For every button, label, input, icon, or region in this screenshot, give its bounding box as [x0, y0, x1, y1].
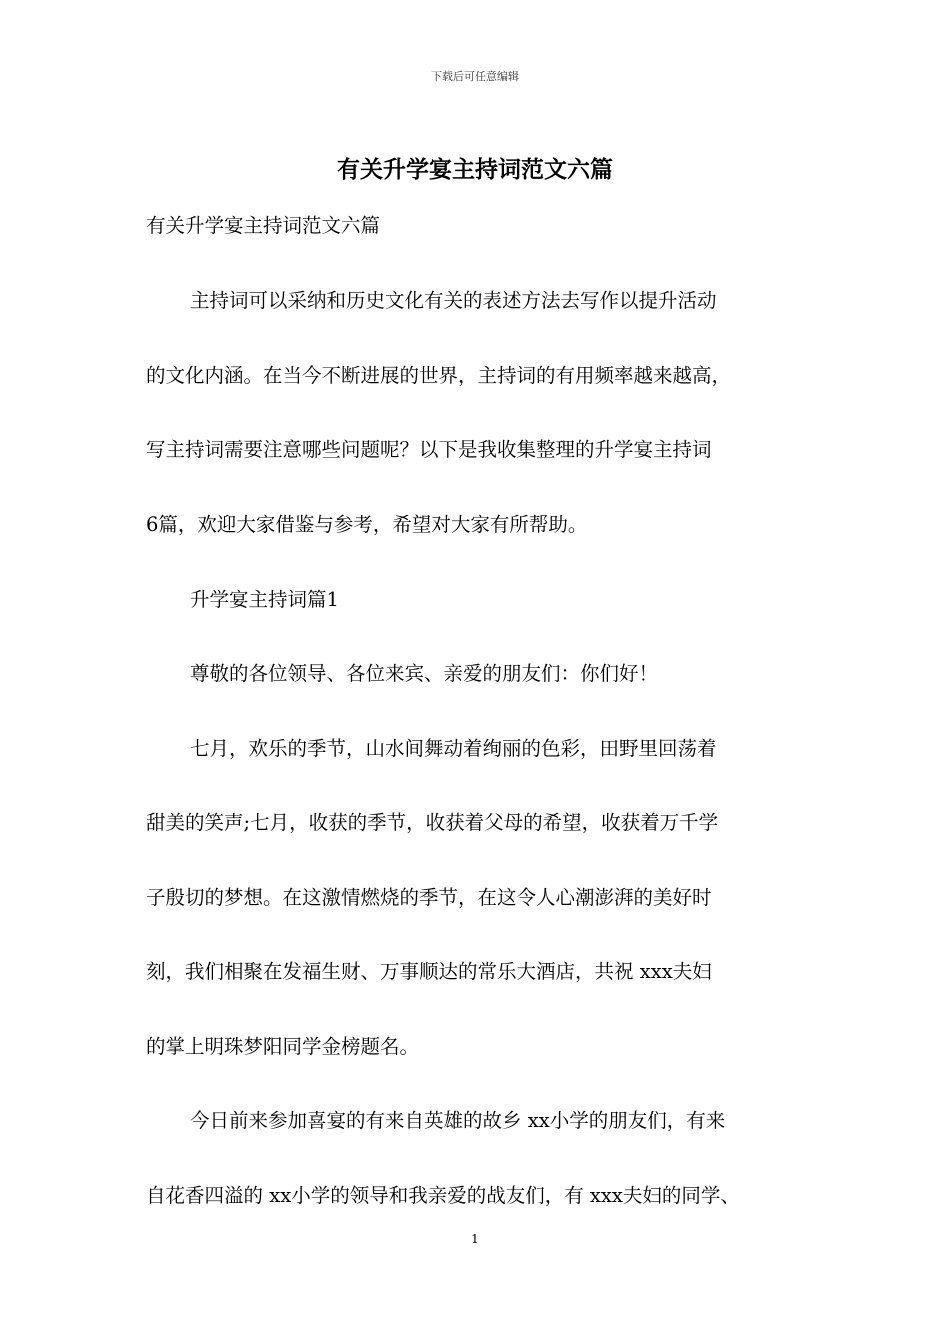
document-title: 有关升学宴主持词范文六篇 — [337, 156, 613, 183]
paragraph-line: 写主持词需要注意哪些问题呢？以下是我收集整理的升学宴主持词 — [146, 438, 712, 461]
paragraph-line: 子殷切的梦想。在这激情燃烧的季节，在这令人心潮澎湃的美好时 — [146, 886, 712, 909]
subtitle-line: 有关升学宴主持词范文六篇 — [146, 214, 381, 237]
paragraph-line: 甜美的笑声;七月，收获的季节，收获着父母的希望，收获着万千学 — [146, 811, 719, 834]
section-heading: 升学宴主持词篇1 — [190, 588, 339, 611]
paragraph-line: 今日前来参加喜宴的有来自英雄的故乡 xx小学的朋友们，有来 — [190, 1109, 726, 1132]
paragraph-line: 的掌上明珠梦阳同学金榜题名。 — [146, 1035, 420, 1058]
header-note: 下载后可任意编辑 — [431, 70, 519, 83]
paragraph-line: 的文化内涵。在当今不断进展的世界，主持词的有用频率越来越高， — [146, 364, 732, 387]
paragraph-line: 刻，我们相聚在发福生财、万事顺达的常乐大酒店，共祝 xxx夫妇 — [146, 960, 712, 983]
paragraph-line: 主持词可以采纳和历史文化有关的表述方法去写作以提升活动 — [190, 289, 717, 312]
page-number: 1 — [471, 1232, 479, 1246]
paragraph-line: 尊敬的各位领导、各位来宾、亲爱的朋友们：你们好！ — [190, 662, 659, 685]
paragraph-line: 6篇，欢迎大家借鉴与参考，希望对大家有所帮助。 — [146, 513, 588, 536]
paragraph-line: 七月，欢乐的季节，山水间舞动着绚丽的色彩，田野里回荡着 — [190, 737, 717, 760]
paragraph-line: 自花香四溢的 xx小学的领导和我亲爱的战友们，有 xxx夫妇的同学、 — [146, 1184, 740, 1207]
